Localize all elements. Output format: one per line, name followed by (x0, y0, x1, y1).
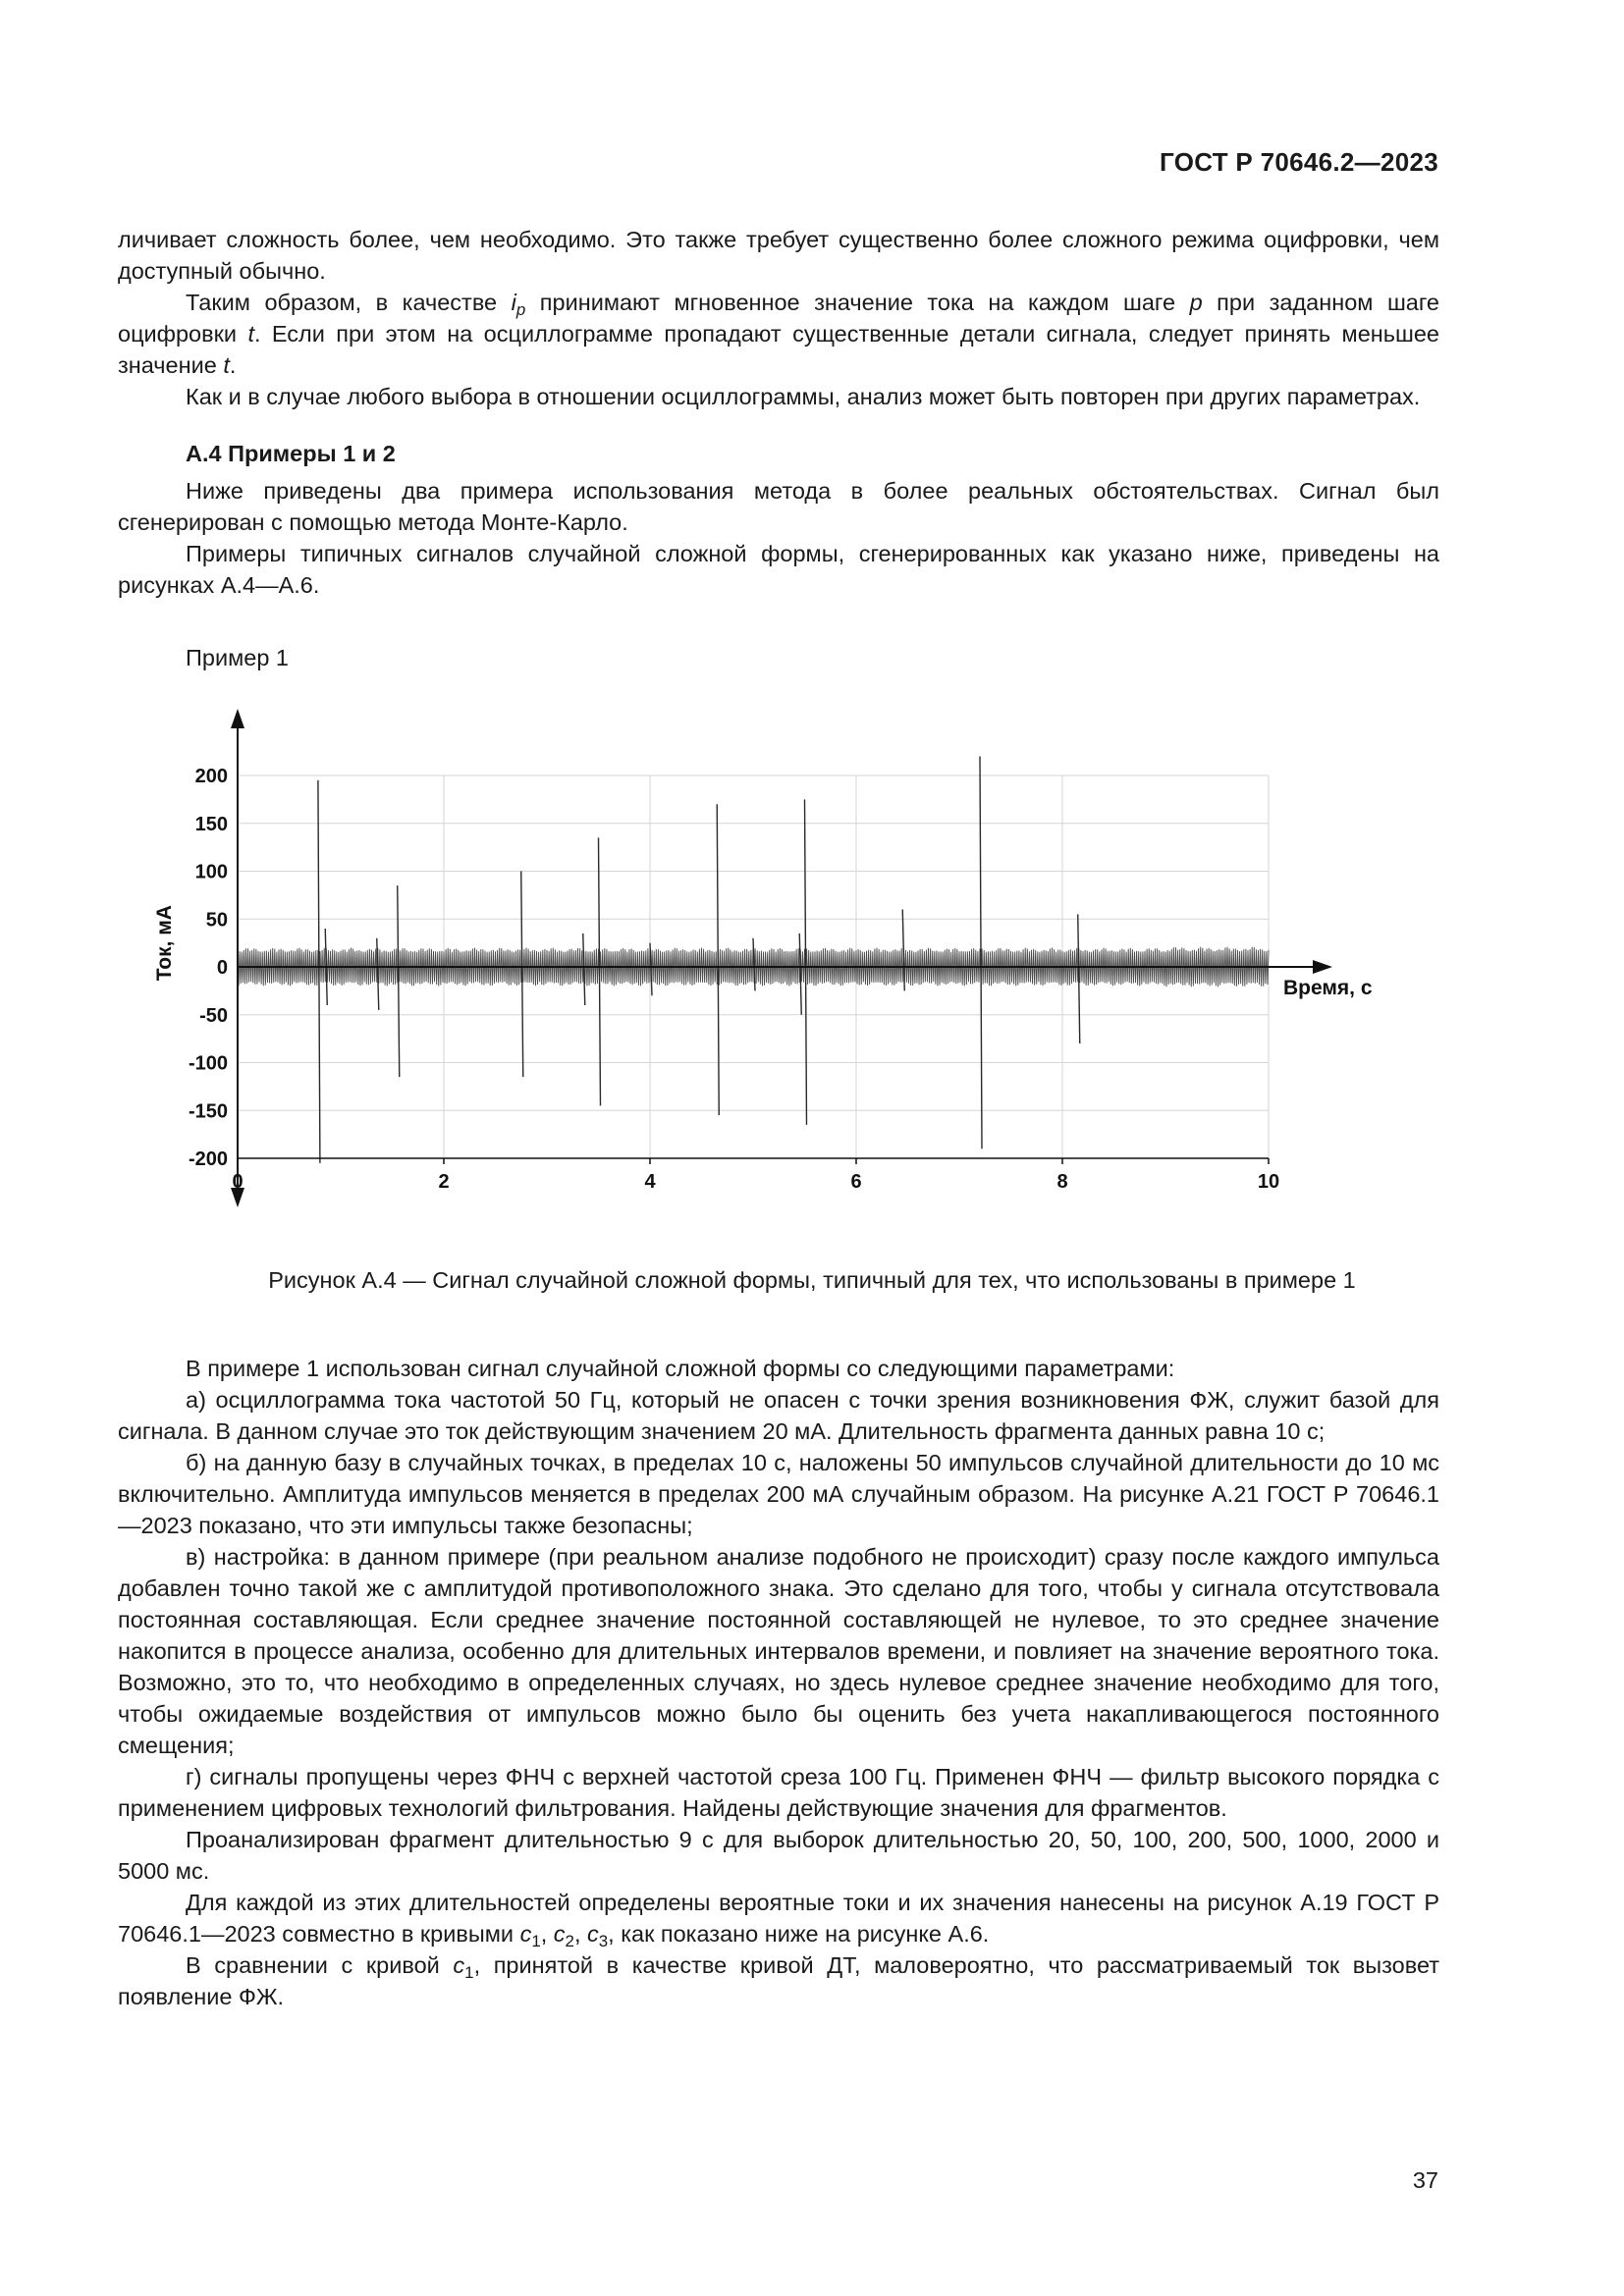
paragraph-example1-intro: В примере 1 использован сигнал случайной сложной формы со следующими параметрами: (186, 1356, 1175, 1381)
spike-mark (1078, 914, 1080, 1043)
text-block-bottom (118, 1353, 1439, 2012)
list-item-a: а) осциллограмма тока частотой 50 Гц, который не опасен с точки зрения возникновения ФЖ, служит базой для сигнала. В данном случае это ток действующим значением 20 мА. Длительность фрагмента данных равна 10 с; (118, 1387, 1439, 1444)
spike-mark (805, 799, 807, 1125)
text-block-top (118, 224, 1439, 601)
y-tick-label: -100 (188, 1052, 228, 1075)
paragraph-examples-intro: Ниже приведены два примера использования метода в более реальных обстоятельствах. Сигнал был сгенерирован с помощью метода Монте-Карло. (118, 478, 1439, 535)
y-axis-title: Ток, мА (153, 905, 176, 982)
spike-mark (521, 872, 523, 1078)
x-tick-label: 6 (850, 1171, 862, 1193)
paragraph-repeat-analysis: Как и в случае любого выбора в отношении осциллограммы, анализ может быть повторен при других параметрах. (186, 384, 1421, 409)
paragraph-comparison: В сравнении с кривой $c_1$, принятой в качестве кривой ДТ, маловероятно, что рассматриваемый ток вызовет появление ФЖ. (118, 1952, 1440, 2009)
y-tick-label: -200 (188, 1148, 228, 1170)
spike-mark (318, 780, 320, 1163)
y-tick-label: -150 (188, 1100, 228, 1123)
x-tick-label: 8 (1056, 1171, 1068, 1193)
spike-mark (398, 885, 400, 1077)
section-heading: А.4 Примеры 1 и 2 (186, 441, 396, 466)
y-tick-label: 150 (194, 813, 228, 835)
spike-mark (980, 757, 982, 1149)
document-code-header: ГОСТ Р 70646.2—2023 (1160, 147, 1438, 177)
spike-mark (799, 934, 801, 1015)
y-tick-label: 0 (216, 957, 228, 979)
example-label: Пример 1 (186, 645, 289, 670)
y-tick-label: 200 (194, 766, 228, 787)
spike-mark (583, 934, 585, 1005)
oscillogram-chart (147, 692, 1384, 1252)
spike-mark (377, 938, 379, 1010)
paragraph-figures-ref: Примеры типичных сигналов случайной сложной формы, сгенерированных как указано ниже, приведены на рисунках А.4—А.6. (118, 541, 1439, 598)
spike-mark (753, 938, 755, 991)
x-axis-arrow (1313, 960, 1332, 974)
y-axis-arrow-up (231, 709, 244, 728)
y-tick-label: 50 (205, 909, 228, 932)
x-tick-label: 10 (1257, 1171, 1280, 1193)
y-tick-label: -50 (199, 1004, 228, 1027)
x-tick-label: 0 (232, 1171, 244, 1193)
page-number: 37 (1412, 2167, 1438, 2193)
list-item-b: б) на данную базу в случайных точках, в пределах 10 с, наложены 50 импульсов случайной длительности до 10 мс включительно. Амплитуда импульсов меняется в пределах 200 мА случайным образом. На рисунке А.21 ГОСТ Р 70646.1—2023 показано, что эти импульсы также безопасны; (118, 1450, 1439, 1538)
signal-trace (238, 757, 1269, 1163)
paragraph-analyzed: Проанализирован фрагмент длительностью 9 с для выборок длительностью 20, 50, 100, 200, 500, 1000, 2000 и 5000 мс. (118, 1827, 1439, 1884)
spike-mark (599, 837, 601, 1105)
paragraph-curves: Для каждой из этих длительностей определены вероятные токи и их значения нанесены на рисунок А.19 ГОСТ Р 70646.1—2023 совместно в кривыми $c_1$, $c_2$, $c_3$, как показано ниже на рисунке А.6. (118, 1890, 1439, 1951)
spike-mark (717, 804, 719, 1115)
figure-caption: Рисунок А.4 — Сигнал случайной сложной формы, типичный для тех, что использованы в примере 1 (268, 1267, 1356, 1293)
x-tick-label: 4 (644, 1171, 656, 1193)
paragraph-sampling: Таким образом, в качестве $i_p$ принимают мгновенное значение тока на каждом шаге p при заданном шаге оцифровки t. Если при этом на осциллограмме пропадают существенные детали сигнала, следует принять меньшее значение t. (118, 290, 1439, 378)
y-tick-label: 100 (194, 861, 228, 883)
list-item-g: г) сигналы пропущены через ФНЧ с верхней частотой среза 100 Гц. Применен ФНЧ — фильтр высокого порядка с применением цифровых технологий фильтрования. Найдены действующие значения для фрагментов. (118, 1764, 1439, 1821)
x-tick-label: 2 (438, 1171, 450, 1193)
x-axis-title: Время, с (1283, 977, 1373, 999)
list-item-v: в) настройка: в данном примере (при реальном анализе подобного не происходит) сразу после каждого импульса добавлен точно такой же с амплитудой противоположного знака. Это сделано для того, чтобы у сигнала отсутствовала постоянная составляющая. Если среднее значение постоянной составляющей не нулевое, то это среднее значение накопится в процессе анализа, особенно для длительных интервалов времени, и повлияет на значение вероятного тока. Возможно, это то, что необходимо в определенных случаях, но здесь нулевое среднее значение необходимо для того, чтобы ожидаемые воздействия от импульсов можно было бы оценить без учета накапливающегося постоянного смещения; (118, 1544, 1439, 1758)
paragraph-continuation: личивает сложность более, чем необходимо. Это также требует существенно более сложного режима оцифровки, чем доступный обычно. (118, 227, 1439, 284)
